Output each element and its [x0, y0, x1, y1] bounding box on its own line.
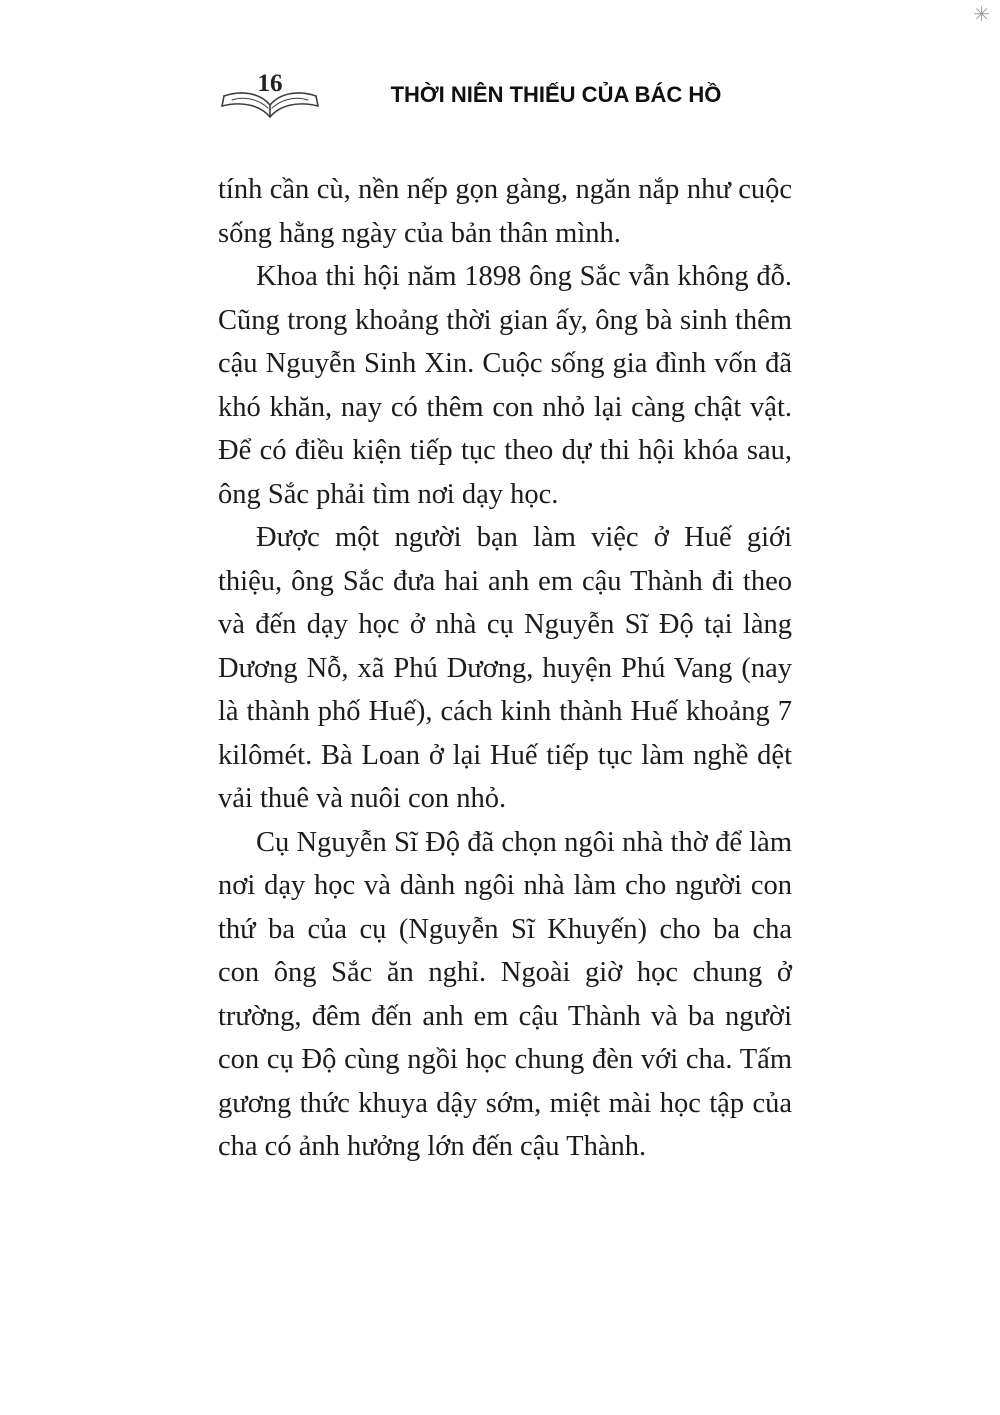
- paragraph: Cụ Nguyễn Sĩ Độ đã chọn ngôi nhà thờ để làm nơi dạy học và dành ngôi nhà làm cho người con thứ ba của cụ (Nguyễn Sĩ Khuyến) cho ba cha con ông Sắc ăn nghỉ. Ngoài giờ học chung ở trường, đêm đến anh em cậu Thành và ba người con cụ Độ cùng ngồi học chung đèn với cha. Tấm gương thức khuya dậy sớm, miệt mài học tập của cha có ảnh hưởng lớn đến cậu Thành.: [218, 826, 792, 1162]
- snowflake-ornament-icon: ✳: [973, 2, 990, 26]
- paragraph-continuation: tính cần cù, nền nếp gọn gàng, ngăn nắp như cuộc sống hằng ngày của bản thân mình.: [218, 174, 792, 249]
- paragraph: Khoa thi hội năm 1898 ông Sắc vẫn không đỗ. Cũng trong khoảng thời gian ấy, ông bà sinh thêm cậu Nguyễn Sinh Xin. Cuộc sống gia đình vốn đã khó khăn, nay có thêm con nhỏ lại càng chật vật. Để có điều kiện tiếp tục theo dự thi hội khóa sau, ông Sắc phải tìm nơi dạy học.: [218, 261, 792, 510]
- running-header-title: THỜI NIÊN THIẾU CỦA BÁC HỒ: [390, 82, 722, 107]
- page-body: [218, 168, 792, 1169]
- paragraph: Được một người bạn làm việc ở Huế giới thiệu, ông Sắc đưa hai anh em cậu Thành đi theo và đến dạy học ở nhà cụ Nguyễn Sĩ Độ tại làng Dương Nỗ, xã Phú Dương, huyện Phú Vang (nay là thành phố Huế), cách kinh thành Huế khoảng 7 kilômét. Bà Loan ở lại Huế tiếp tục làm nghề dệt vải thuê và nuôi con nhỏ.: [218, 522, 792, 814]
- page-number-group: [218, 70, 322, 126]
- page-header: [218, 70, 790, 126]
- page-number: 16: [257, 70, 283, 97]
